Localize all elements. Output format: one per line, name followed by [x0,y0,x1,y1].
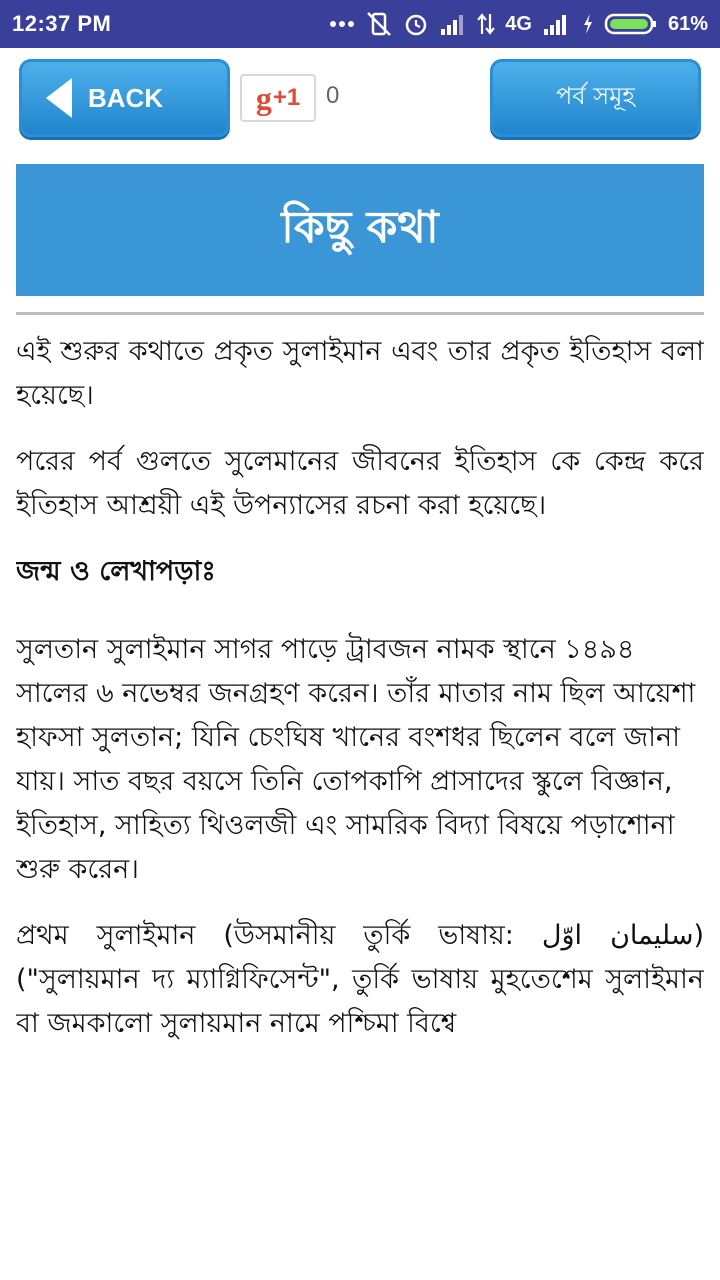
battery-icon [604,12,658,36]
page-title: কিছু কথা [281,201,439,253]
back-button[interactable] [19,59,230,137]
divider [16,312,704,315]
vibrate-off-icon [365,11,393,37]
status-bar [0,0,720,48]
article-paragraph: এই শুরুর কথাতে প্রকৃত সুলাইমান এবং তার প্রকৃত ইতিহাস বলা হয়েছে। [16,336,704,411]
signal-icon [439,13,467,35]
episodes-button[interactable] [490,59,701,137]
network-type: 4G [505,12,532,35]
page-title-banner [16,164,704,296]
article-content[interactable] [16,330,704,1170]
data-transfer-icon [477,12,495,36]
alarm-icon [403,11,429,37]
google-plus-g-icon: g [255,79,272,116]
google-plus-one-button[interactable] [240,74,316,122]
toolbar [0,48,720,148]
episodes-button-label: পর্ব সমূহ [555,82,636,110]
google-plus-count: 0 [326,82,340,109]
back-button-label: BACK [88,82,164,113]
status-time: 12:37 PM [12,11,112,36]
section-heading: জন্ম ও লেখাপড়াঃ [16,556,216,587]
battery-percent: 61% [667,12,708,35]
signal-icon-2 [542,13,572,35]
back-arrow-icon [46,78,72,118]
charging-icon [582,13,594,35]
birth-paragraph: সুলতান সুলাইমান সাগর পাড়ে ট্রাবজন নামক স্থানে ১৪৯৪ সালের ৬ নভেম্বর জনগ্রহণ করেন। তাঁর মাতার নাম ছিল আয়েশা হাফসা সুলতান; যিনি চেংঘিষ খানের বংশধর ছিলেন বলে জানা যায়। সাত বছর বয়সে তিনি তোপকাপি প্রাসাদের স্কুলে বিজ্ঞান, ইতিহাস, সাহিত্য থিওলজী এং সামরিক বিদ্যা বিষয়ে পড়াশোনা শুরু করেন। [16,634,696,885]
status-icons [329,11,708,37]
google-plus-one-label: +1 [272,84,301,111]
intro-paragraph: প্রথম সুলাইমান (উসমানীয় তুর্কি ভাষায়: سليمان اوّل) ("সুলায়মান দ্য ম্যাগ্নিফিসেন্ট", তুর্কি ভাষায় মুহতেশেম সুলাইমান বা জমকালো সুলায়মান নামে পশ্চিমা বিশ্বে [16,920,704,1039]
more-dots-icon [329,20,355,28]
article-paragraph: পরের পর্ব গুলতে সুলেমানের জীবনের ইতিহাস কে কেন্দ্র করে ইতিহাস আশ্রয়ী এই উপন্যাসের রচনা করা হয়েছে। [16,446,704,521]
